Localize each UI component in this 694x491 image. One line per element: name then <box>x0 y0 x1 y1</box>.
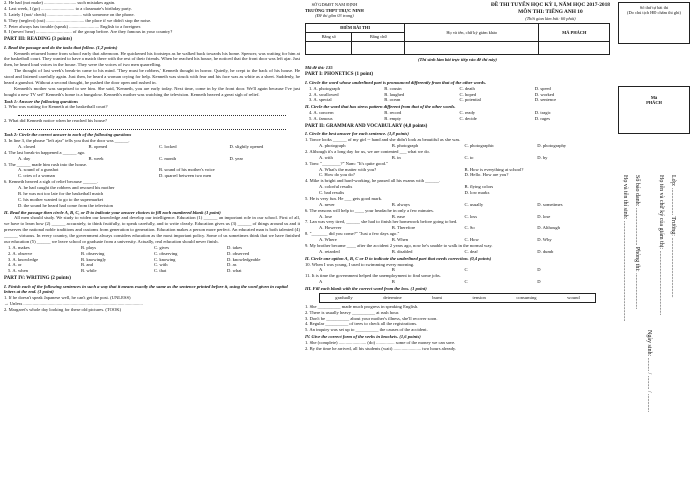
answer-option: C. that <box>154 268 167 274</box>
score-cell <box>405 41 539 54</box>
answer-option: D. the sound he heard had come from the television <box>18 202 113 208</box>
score-cell <box>539 41 610 54</box>
task-title: Task 1: Answer the following questions <box>4 98 79 104</box>
answer-option: B. week <box>88 155 104 161</box>
answer-option: C. hoped <box>459 91 477 97</box>
mc-question: 9. My brother became ____ after the accident 2 years ago, now he's unable to walk in the normal way. <box>305 242 493 248</box>
reading-question: 1. Who was waiting for Kenneth at the basketball court? <box>4 104 108 110</box>
answer-options <box>4 185 300 209</box>
answer-option: D. what <box>227 268 242 274</box>
score-words: Bằng chữ <box>352 33 405 42</box>
answer-option: C. How <box>464 237 479 243</box>
answer-option: C. ready <box>459 110 476 116</box>
answer-option: C. month <box>159 155 177 161</box>
answer-option: B. cousin <box>384 85 402 91</box>
answer-option: A. with <box>319 154 333 160</box>
section-title: PART III: READING (3 points) <box>4 37 72 43</box>
answer-option: C. loss <box>464 213 478 219</box>
answer-option: C. gives <box>154 244 170 250</box>
candidate-info-line: Lớp: .................. Trường: ........................................ <box>670 175 676 298</box>
answer-option: C. How do you do? <box>319 172 355 178</box>
word-box-item: burnt <box>432 294 442 300</box>
score-header: ĐIỂM BÀI THI <box>306 24 405 33</box>
answer-option: A. closed <box>18 143 36 149</box>
reading-paragraph: The thought of last week's break-in came to his mind. 'They must be robbers,' Kenneth thought in horror. Quietly, he crept to the back of his house. He stood and listened carefully again. Just then, he heard a woman crying for help. Kenneth was struck with fear and his face was as white as a sheet. Suddenly, he heard a gunshot. Without a second thought, he pushed the door open and rushed in. <box>4 68 300 85</box>
answer-option: D. dumb <box>537 248 554 254</box>
answer-options <box>305 184 610 196</box>
mc-question: 1. Tonce looks ______ of my girl -- hand and she didn't look as beautiful as she was. <box>305 137 461 143</box>
answer-option: D. worked <box>534 91 555 97</box>
answer-options <box>305 167 610 179</box>
candidate-info-line: Họ tên và chữ ký của giám thị: ........................................... <box>658 175 664 316</box>
mc-question: 3. In line 3, the phrase "left ajar" tells you that the door was ______. <box>4 138 130 144</box>
answer-option: B. disabled <box>391 248 413 254</box>
cloze-options <box>4 268 300 274</box>
fill-question: 5. Lately I (not/ check) .............................. with someone on the phone. <box>4 11 135 17</box>
answer-option: C. So <box>464 225 475 231</box>
answer-option: 5. A. famous <box>309 116 333 122</box>
task-title: II. Circle one option A, B, C or D to indicate the underlined part that needs correction. (0,4 points) <box>305 255 492 261</box>
word-box-item: determine <box>383 294 402 300</box>
answer-option: C. usually <box>464 201 484 207</box>
mc-question: 8. "_______ did you come?" "Just a few days ago." <box>305 231 400 237</box>
answer-option: B. opened <box>88 143 108 149</box>
answer-option: B. he was not too late for the basketball match <box>18 190 104 196</box>
cloze-passage: All men should study. We study to widen our knowledge and develop our intelligence. Education (1) ______ an important role in our school. First of all, we have to learn how (2) ______ accurately, to think fruitfully, to speak carefully, and to write clearly. Education gives us (3) ______ of things around us and it preserves the national noble traditions and customs from generation to generation. Education makes a person more perfect. An educated man is both talented (4) ______ virtuous. In every country, the government always considers education as the most important policy. Some of us sometimes think that we have finished our education (5) ______ we leave school or graduate from a university. Actually, real education should never finish. <box>4 215 300 244</box>
answer-option: 2. A. observe <box>8 250 33 256</box>
answer-option: C. deaf <box>464 248 478 254</box>
answer-option: B <box>391 279 395 285</box>
fill-question: 5. An inquiry was set up to __________ the causes of the accident. <box>305 327 428 333</box>
answer-option: D. Although <box>537 225 560 231</box>
answer-option: D. sentence <box>534 97 557 103</box>
section-title: PART I: PHONETICS (1 point) <box>305 72 373 78</box>
answer-option: B. and <box>81 262 93 268</box>
stress-row <box>305 116 610 122</box>
answer-option: D. as <box>227 262 237 268</box>
answer-option: C. bad results <box>319 190 345 196</box>
answer-option: B. Therefore <box>391 225 416 231</box>
phonetics-row <box>305 97 610 103</box>
task-title: II. Circle the word that has stress pattern different from that of the other words. <box>305 104 456 110</box>
answer-option: B. always <box>391 201 410 207</box>
answer-option: D. tragic <box>534 110 551 116</box>
verb-form-question: 2. By the time he arrived, all his students (wait) ........................ two hours already. <box>305 345 457 351</box>
answer-option: A. day <box>18 155 31 161</box>
fill-question: 6. They (neglect) (cut) ................................. the place if we didn't stop the noise. <box>4 17 152 23</box>
answer-option: B. plays <box>81 244 97 250</box>
answer-option: D. year <box>229 155 244 161</box>
answer-option: A. sound of a gunshot <box>18 167 59 173</box>
answer-option: B. observing <box>81 250 105 256</box>
section-title: PART IV: WRITING (2 points) <box>4 276 71 282</box>
page-note: (Đề thi gồm 03 trang) <box>315 13 354 19</box>
answer-option: 4. A. concern <box>309 110 334 116</box>
task-title: III. Fill each blank with the correct word from the box. (1 point) <box>305 286 427 292</box>
answer-option: D. lose <box>537 213 551 219</box>
rewrite-item: → Unless ........................................................................................................ <box>4 301 143 307</box>
task-title: I. Read the passage and do the tasks that follow. (1,2 points) <box>4 44 118 50</box>
answer-options <box>305 202 610 208</box>
answer-option: D. rages <box>534 116 551 122</box>
task-title: I. Circle the word whose underlined part is pronounced differently from that of the other words. <box>305 79 487 85</box>
answer-option: B. knowingly <box>81 256 107 262</box>
code-box: Mã PHÁCH <box>618 86 690 134</box>
answer-options <box>305 155 610 161</box>
answer-line <box>18 126 286 130</box>
answer-option: D. speed <box>534 85 551 91</box>
department-name: SỞ GD&ĐT NAM ĐỊNH <box>311 2 358 7</box>
word-box-item: wound <box>567 294 580 300</box>
answer-option: B. record <box>384 110 402 116</box>
answer-option: A. lose <box>319 213 333 219</box>
answer-option: 1. A. makes <box>8 244 30 250</box>
answer-option: C. to <box>464 154 474 160</box>
answer-option: A <box>319 279 323 285</box>
answer-line <box>18 112 286 116</box>
answer-option: D. quarrel between two men <box>159 173 212 179</box>
answer-option: D <box>537 279 541 285</box>
answer-option: C. cries of a woman <box>18 173 55 179</box>
side-panel <box>612 0 692 491</box>
reading-paragraph: Kenneth's mother was surprised to see him. She said, 'Kenneth, you are early today. Next time, come in by the front door. We'll again because I've just bought a new TV set!' Kenneth's home is a bungalow. Kenneth's mother was watching the television. Kenneth heaved a great sigh of relief. <box>4 85 300 97</box>
answer-option: 5. A. when <box>8 268 28 274</box>
rewrite-item: 1. If he doesn't speak Japanese well, he can't get the post. (UNLESS) <box>4 295 131 301</box>
mc-question: 5. The ______ made him rush into the house. <box>4 161 88 167</box>
score-table <box>305 23 610 54</box>
exam-subject: MÔN THI: TIẾNG ANH 10 <box>518 8 583 15</box>
instruction: (Thí sinh làm bài trực tiếp vào đề thi này) <box>418 56 497 62</box>
score-number: Bằng số <box>306 33 352 42</box>
fill-question: 1. She __________ made much progress in speaking English. <box>305 303 419 309</box>
answer-option: C <box>464 279 468 285</box>
examiner-header: Họ và tên, chữ ký giám khảo <box>405 24 539 41</box>
word-box-item: tension <box>472 294 486 300</box>
fill-question: 4. Regular __________ of trees to check all the registrations. <box>305 321 418 327</box>
answer-option: A. he had caught the robbers and rescued his mother <box>18 185 115 191</box>
task-title: I. Circle the best answer for each sentence. (1,8 points) <box>305 131 409 137</box>
mc-question: 4. Mike is bright and hard-working, he passed all his exams with ______. <box>305 178 441 184</box>
fill-question: 4. Last week, I (go) ............................. to a classmate's birthday party. <box>4 5 132 11</box>
answer-option: B. flying colors <box>464 184 494 190</box>
answer-option: C. locked <box>159 143 177 149</box>
score-cell <box>352 41 405 54</box>
answer-option: D. sometimes <box>537 201 563 207</box>
task-title: II. Read the passage then circle A, B, C, or D to indicate your answer choices to fill each numbered blank (1 point) <box>4 209 221 215</box>
task-title: IV. Give the correct form of the verbs in brackets. (1,6 points) <box>305 334 421 340</box>
task-title: Task 2: Circle the correct answer to each of the following questions <box>4 132 132 138</box>
answer-option: C. potential <box>459 97 481 103</box>
answer-option: D. by <box>537 154 548 160</box>
word-box-item: consuming <box>516 294 537 300</box>
reading-question: 2. What did Kenneth notice when he reached his house? <box>4 118 107 124</box>
answer-option: D <box>537 267 541 273</box>
word-box-item: gradually <box>335 294 353 300</box>
task-title: I. Finish each of the following sentences in such a way that it means exactly the same as the sentence printed before it, using the word given in capital letters at the end. (1 point) <box>4 283 288 295</box>
answer-option: 4. A. or <box>8 262 22 268</box>
answer-options <box>4 144 300 150</box>
answer-option: C. decide <box>459 116 477 122</box>
answer-option: B. sound of his mother's voice <box>159 167 215 173</box>
fill-question: 2. There is usually heavy __________ at rush hour. <box>305 309 400 315</box>
answer-option: C. knowing <box>154 256 176 262</box>
answer-option: B. laughed <box>384 91 405 97</box>
candidate-info-line: Số báo danh: ......................... Phòng thi: ........................ <box>634 175 640 310</box>
mc-question: 6. The reasons will help to ____ your headache in only a few minutes. <box>305 207 434 213</box>
answer-option: B. ocean <box>384 97 401 103</box>
answer-option: D. low marks <box>464 190 490 196</box>
candidate-info-line: Ngày sinh: ......... / ......... / ............ <box>646 330 652 412</box>
code-header: MÃ PHÁCH <box>539 24 610 41</box>
school-name: TRƯỜNG THPT TRỰC NINH <box>305 7 364 13</box>
fill-question: 2. He had (not make) ............................ such mistakes again. <box>4 0 116 5</box>
score-blank-row <box>306 41 610 54</box>
answer-option: D. takes <box>227 244 243 250</box>
mc-question: 3. Tom: "________?" Nam: "It's quite good." <box>305 160 388 166</box>
answer-option: 3. A. special <box>309 97 332 103</box>
rewrite-item: 2. Margaret's whole day looking for these old pictures. (TOOK) <box>4 307 122 313</box>
exam-time: (Thời gian làm bài: 60 phút) <box>525 15 576 21</box>
reading-paragraph: Kenneth returned home from school early that afternoon. He quickened his footsteps as he walked back towards his home. Spencer, was waiting for him at the basketball court. They wanted to have a match there with the rest of their friends. When he reached his house, he noticed that the front door was left ajar. Just then, he heard loud voices in the house. They were the voices of two men quarrelling. <box>4 50 300 68</box>
header-right <box>491 2 610 21</box>
answer-options <box>4 167 300 179</box>
answer-option: B. while <box>81 268 97 274</box>
fill-question: 3. Don't be __________ about your mother's illness, she'll recover soon. <box>305 315 438 321</box>
score-header-row <box>306 24 610 33</box>
answer-option: B. empty <box>384 116 402 122</box>
answer-option: D. knowledgeable <box>227 256 261 262</box>
answer-option: D. slightly opened <box>229 143 264 149</box>
answer-option: C <box>464 267 468 273</box>
answer-options <box>305 279 610 285</box>
answer-option: B. in <box>391 154 401 160</box>
answer-option: A. retarded <box>319 248 340 254</box>
left-column <box>4 0 300 313</box>
candidate-info-line: Họ và tên thí sinh: ................................................................... <box>622 175 628 322</box>
answer-option: C. his mother wanted to go to the supermarket <box>18 196 104 202</box>
answer-option: A <box>319 267 323 273</box>
answer-option: C. death <box>459 85 475 91</box>
error-question: 10. When I was young, I used to swimming every morning. <box>305 261 415 267</box>
error-question: 11. It is time the government helped the unemployment to find some jobs. <box>305 273 441 279</box>
answer-option: D. Hello. How are you? <box>464 172 509 178</box>
answer-option: A. never <box>319 201 335 207</box>
mc-question: 5. He is very fun. He ___ gets good mark. <box>305 195 383 201</box>
word-box <box>319 293 596 303</box>
exam-code: Mã đề thi: 135 <box>305 64 333 70</box>
answer-option: C. with <box>154 262 168 268</box>
answer-option: B. photograph <box>391 143 419 149</box>
header-left <box>305 2 364 19</box>
answer-option: A. However <box>319 225 342 231</box>
answer-option: D. Why <box>537 237 552 243</box>
answer-option: D. observed <box>227 250 250 256</box>
answer-option: C. photographic <box>464 143 495 149</box>
order-number-box: Số thứ tự bài thi (Do chủ tịch HĐ chấm thi ghi) <box>618 2 690 44</box>
answer-options <box>305 249 610 255</box>
mc-question: 2. Although it's a long day for us, we are contented ___ what we do. <box>305 148 430 154</box>
fill-question: 7. Peter always has trouble (speak) .......................... English to a foreigner. <box>4 23 142 29</box>
answer-options <box>4 156 300 162</box>
exam-title: ĐỀ THI TUYỂN HỌC KỲ I, NĂM HỌC 2017-2018 <box>490 2 610 8</box>
answer-option: B. How is everything at school? <box>464 166 524 172</box>
answer-option: A. What's the matter with you? <box>319 166 377 172</box>
mc-question: 4. The last break-in happened a ______ ago. <box>4 149 86 155</box>
answer-option: A. photograph <box>319 143 346 149</box>
mc-question: 6. Kenneth heaved a sigh of relief because ______. <box>4 179 98 185</box>
answer-option: B. When <box>391 237 408 243</box>
answer-option: D. photography <box>537 143 567 149</box>
score-cell <box>306 41 352 54</box>
answer-option: B <box>391 267 395 273</box>
right-column <box>305 0 610 352</box>
answer-option: C. observing <box>154 250 178 256</box>
answer-option: 2. A. swallowed <box>309 91 339 97</box>
section-title: PART II: GRAMMAR AND VOCABULARY (4,8 points) <box>305 123 428 129</box>
answer-option: 1. A. photograph <box>309 85 340 91</box>
answer-option: A. Where <box>319 237 337 243</box>
fill-question: 8. I (never/ hear) ............................... of the group before. Are they famous in your country? <box>4 29 173 35</box>
answer-option: B. ease <box>391 213 406 219</box>
mc-question: 7. Lan was very tired, ______ she had to finish her homework before going to bed. <box>305 219 458 225</box>
exam-header <box>305 2 610 21</box>
verb-form-question: 1. She (complete) ........................ (do) ................ some of the money we can save. <box>305 340 456 346</box>
answer-option: 3. A. knowledge <box>8 256 39 262</box>
answer-option: A. colorful results <box>319 184 353 190</box>
